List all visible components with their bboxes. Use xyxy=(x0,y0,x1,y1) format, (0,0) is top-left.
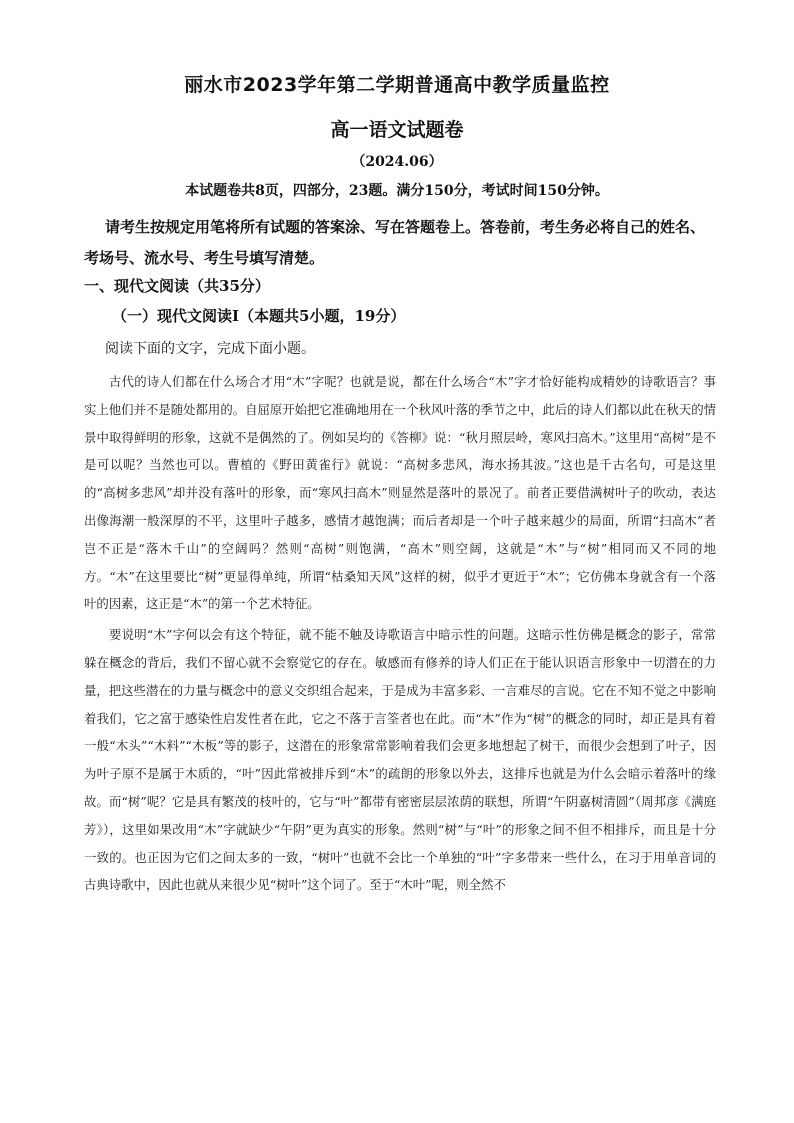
exam-subtitle: 高一语文试题卷 xyxy=(330,119,464,141)
passage-paragraph: 要说明“木”字何以会有这个特征，就不能不触及诗歌语言中暗示性的问题。这暗示性仿佛是概念的影子，常常躲在概念的背后，我们不留心就不会察觉它的存在。敏感而有修养的诗人们正在于能认识语言形象中一切潜在的力量，把这些潜在的力量与概念中的意义交织组合起来，于是成为丰富多彩、一言难尽的言说。它在不知不觉之中影响着我们，它之富于感染性启发性者在此，它之不落于言筌者也在此。而“木”作为“树”的概念的同时，却正是具有着一般“木头”“木料”“木板”等的影子，这潜在的形象常常影响着我们会更多地想起了树干，而很少会想到了叶子，因为叶子原不是属于木质的，“叶”因此常被排斥到“木”的疏朗的形象以外去，这排斥也就是为什么会暗示着落叶的缘故。而“树”呢？它是具有繁茂的枝叶的，它与“叶”都带有密密层层浓荫的联想，所谓“午阴嘉树清圆”（周邦彦《满庭芳》），这里如果改用“木”字就缺少“午阴”更为真实的形象。然则“树”与“叶”的形象之间不但不相排斥，而且是十分一致的。也正因为它们之间太多的一致，“树叶”也就不会比一个单独的“叶”字多带来一些什么，在习于用单音词的古典诗歌中，因此也就从来很少见“树叶”这个词了。至于“木叶”呢，则全然不 xyxy=(84,627,716,893)
passage-paragraph: 古代的诗人们都在什么场合才用“木”字呢？也就是说，都在什么场合“木”字才恰好能构成精妙的诗歌语言？事实上他们并不是随处都用的。自屈原开始把它准确地用在一个秋风叶落的季节之中，此后的诗人们都以此在秋天的情景中取得鲜明的形象，这就不是偶然的了。例如吴均的《答柳》说：“秋月照层岭，寒风扫高木。”这里用“高树”是不是可以呢？当然也可以。曹植的《野田黄雀行》就说：“高树多悲风，海水扬其波。”这也是千古名句，可是这里的“高树多悲风”却并没有落叶的形象，而“寒风扫高木”则显然是落叶的景况了。前者正要借满树叶子的吹动，表达出像海潮一般深厚的不平，这里叶子越多，感情才越饱满；而后者却是一个叶子越来越少的局面，所谓“扫高木”者岂不正是“落木千山”的空阔吗？然则“高树”则饱满，“高木”则空阔，这就是“木”与“树”相同而又不同的地方。“木”在这里要比“树”更显得单纯，所谓“枯桑知天风”这样的树，似乎才更近于“木”；它仿佛本身就含有一个落叶的因素，这正是“木”的第一个艺术特征。 xyxy=(84,374,716,612)
exam-notice: 请考生按规定用笔将所有试题的答案涂、写在答题卷上。答卷前，考生务必将自己的姓名、考场号、流水号、考生号填写清楚。 xyxy=(84,218,706,267)
exam-info: 本试题卷共8页，四部分，23题。满分150分，考试时间150分钟。 xyxy=(185,183,609,199)
reading-instruction: 阅读下面的文字，完成下面小题。 xyxy=(105,341,315,357)
exam-title: 丽水市2023学年第二学期普通高中教学质量监控 xyxy=(184,74,610,96)
section-title: 一、现代文阅读（共35分） xyxy=(84,277,270,295)
section-subtitle: （一）现代文阅读Ⅰ（本题共5小题，19分） xyxy=(112,307,406,325)
reading-passage xyxy=(84,368,716,899)
exam-date: （2024.06） xyxy=(351,154,443,170)
